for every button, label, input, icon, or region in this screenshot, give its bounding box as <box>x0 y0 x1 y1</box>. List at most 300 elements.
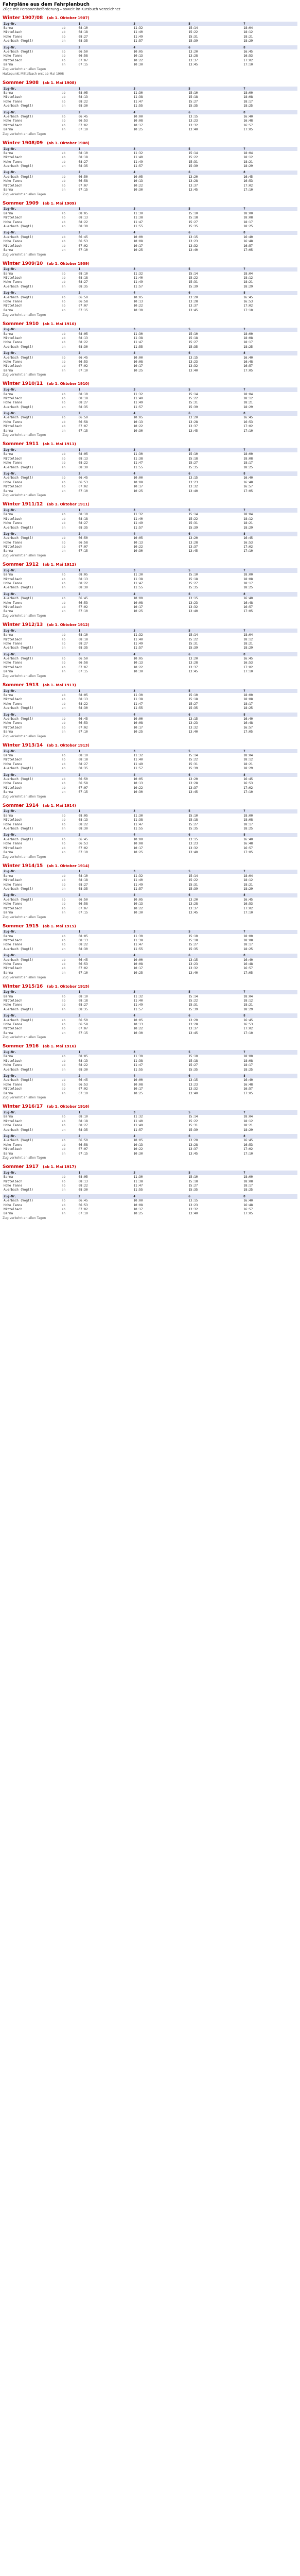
time-cell: 15:35 <box>188 706 198 710</box>
train-number: 1 <box>78 1171 133 1175</box>
station-name: Barma <box>4 452 13 456</box>
train-number: 1 <box>78 689 133 693</box>
time-cell: 18:12 <box>243 1119 253 1123</box>
section-heading <box>3 80 297 86</box>
time-cell: 08:13 <box>78 939 88 943</box>
train-number-row <box>3 291 297 295</box>
train-number-row <box>3 45 297 49</box>
train-number-row <box>3 568 297 572</box>
time-cell: 06:50 <box>78 897 88 902</box>
timetable-section <box>3 562 297 618</box>
station-name: Auerbach (Vogtl) <box>4 837 33 841</box>
time-cell: 10:25 <box>133 1212 143 1216</box>
table-row <box>3 224 297 228</box>
time-cell: 16:48 <box>243 601 253 605</box>
train-number-row <box>3 448 297 452</box>
train-number: 5 <box>187 1050 242 1054</box>
time-cell: 10:05 <box>133 536 143 540</box>
station-name: Barma <box>4 549 13 553</box>
section-title: Winter 1913/14 <box>3 742 43 748</box>
arr-dep-marker: ab <box>61 540 66 545</box>
table-row <box>3 484 297 488</box>
timetable-table <box>3 22 297 67</box>
time-cell: 06:58 <box>78 54 88 58</box>
arr-dep-marker: ab <box>61 762 66 766</box>
time-cell: 08:10 <box>78 151 88 155</box>
table-row <box>3 1115 297 1119</box>
train-number: 5 <box>187 147 242 151</box>
train-number: 6 <box>187 833 242 837</box>
time-cell: 16:40 <box>243 597 253 601</box>
train-number: 5 <box>187 629 242 633</box>
station-name: Hohe Tanne <box>4 1082 23 1087</box>
station-name: Barma <box>4 633 13 637</box>
time-cell: 15:35 <box>188 224 198 228</box>
arr-dep-marker: ab <box>61 753 66 757</box>
station-name: Hohe Tanne <box>4 702 23 706</box>
time-cell: 13:20 <box>188 175 198 179</box>
arr-dep-marker: an <box>61 489 66 493</box>
section-title: Sommer 1911 <box>3 442 39 447</box>
train-number: 6 <box>187 713 242 717</box>
time-cell: 08:35 <box>78 887 88 891</box>
row-label: Zug-Nr. <box>3 291 61 295</box>
timetable-section <box>3 743 297 799</box>
station-name: Barma <box>4 392 13 396</box>
time-cell: 16:45 <box>243 1139 253 1143</box>
train-number: 4 <box>132 652 187 656</box>
train-number: 3 <box>132 147 187 151</box>
time-cell: 16:45 <box>243 295 253 299</box>
train-number: 8 <box>242 592 297 596</box>
time-cell: 15:22 <box>188 276 198 280</box>
time-cell: 08:27 <box>78 280 88 284</box>
arr-dep-marker: an <box>61 284 66 289</box>
time-cell: 11:40 <box>133 1119 143 1123</box>
station-name: Barma <box>4 248 13 252</box>
time-cell: 08:35 <box>78 284 88 289</box>
time-cell: 07:02 <box>78 1208 88 1212</box>
table-row <box>3 1007 297 1011</box>
station-name: Auerbach (Vogtl) <box>4 284 33 289</box>
time-cell: 15:31 <box>188 762 198 766</box>
train-number: 1 <box>78 147 133 151</box>
arr-dep-marker <box>61 87 78 91</box>
time-cell: 18:29 <box>243 767 253 771</box>
station-name: Auerbach (Vogtl) <box>4 114 33 118</box>
station-name: Mittelbach <box>4 967 23 971</box>
station-name: Hohe Tanne <box>4 341 23 345</box>
station-name: Mittelbach <box>4 758 23 762</box>
time-cell: 13:45 <box>188 1031 198 1035</box>
arr-dep-marker: an <box>61 1212 66 1216</box>
station-name: Barma <box>4 332 13 336</box>
section-heading <box>3 1164 297 1170</box>
time-cell: 18:21 <box>243 1124 253 1128</box>
table-row <box>3 1031 297 1035</box>
table-row <box>3 1199 297 1203</box>
time-cell: 11:49 <box>133 401 143 405</box>
arr-dep-marker: ab <box>61 782 66 786</box>
table-row <box>3 39 297 43</box>
time-cell: 11:55 <box>133 947 143 951</box>
train-number: 5 <box>187 207 242 211</box>
arr-dep-marker: ab <box>61 657 66 661</box>
train-number: 5 <box>187 930 242 934</box>
arr-dep-marker <box>61 471 78 476</box>
time-cell: 10:13 <box>133 902 143 906</box>
time-cell: 18:21 <box>243 883 253 887</box>
time-cell: 10:05 <box>133 295 143 299</box>
time-cell: 18:29 <box>243 646 253 650</box>
timetable-table <box>3 990 297 1036</box>
arr-dep-marker: ab <box>61 211 66 215</box>
section-title: Winter 1911/12 <box>3 502 43 507</box>
table-row <box>3 336 297 340</box>
timetable-section <box>3 622 297 679</box>
time-cell: 11:40 <box>133 998 143 1003</box>
row-label: Zug-Nr. <box>3 629 61 633</box>
station-name: Hohe Tanne <box>4 883 23 887</box>
time-cell: 10:22 <box>133 906 143 910</box>
train-number: 5 <box>187 87 242 91</box>
station-name: Mittelbach <box>4 123 23 127</box>
time-cell: 11:47 <box>133 99 143 104</box>
time-cell: 10:13 <box>133 540 143 545</box>
row-label: Zug-Nr. <box>3 22 61 26</box>
arr-dep-marker: ab <box>61 818 66 822</box>
time-cell: 13:37 <box>188 1027 198 1031</box>
table-row <box>3 368 297 372</box>
arr-dep-marker: ab <box>61 837 66 841</box>
time-cell: 06:45 <box>78 1199 88 1203</box>
time-cell: 13:37 <box>188 665 198 669</box>
timetable-section <box>3 1164 297 1221</box>
station-name: Barma <box>4 489 13 493</box>
row-label: Zug-Nr. <box>3 171 61 175</box>
table-row <box>3 299 297 303</box>
arr-dep-marker <box>61 1074 78 1078</box>
train-number: 4 <box>132 471 187 476</box>
table-row <box>3 1027 297 1031</box>
time-cell: 06:58 <box>78 179 88 183</box>
station-name: Hohe Tanne <box>4 721 23 725</box>
train-number: 7 <box>242 267 297 272</box>
arr-dep-marker: an <box>61 767 66 771</box>
time-cell: 15:18 <box>188 336 198 340</box>
table-row <box>3 609 297 614</box>
train-number: 6 <box>187 471 242 476</box>
section-note: Zug verkehrt an allen Tagen <box>3 67 46 71</box>
train-number: 2 <box>78 45 133 49</box>
table-row <box>3 1022 297 1026</box>
time-cell: 08:13 <box>78 698 88 702</box>
table-row <box>3 725 297 730</box>
arr-dep-marker: ab <box>61 758 66 762</box>
arr-dep-marker: ab <box>61 842 66 846</box>
section-heading <box>3 562 297 567</box>
time-cell: 08:30 <box>78 1188 88 1192</box>
arr-dep-marker <box>61 1013 78 1018</box>
arr-dep-marker: ab <box>61 702 66 706</box>
station-name: Auerbach (Vogtl) <box>4 235 33 239</box>
timetable-section <box>3 1104 297 1160</box>
time-cell: 13:40 <box>188 248 198 252</box>
table-row <box>3 601 297 605</box>
time-cell: 18:08 <box>243 456 253 461</box>
train-number: 6 <box>187 351 242 355</box>
time-cell: 18:29 <box>243 1128 253 1132</box>
time-cell: 06:50 <box>78 50 88 54</box>
train-number: 8 <box>242 954 297 958</box>
time-cell: 10:17 <box>133 1208 143 1212</box>
time-cell: 10:30 <box>133 670 143 674</box>
arr-dep-marker: ab <box>61 1059 66 1063</box>
time-cell: 18:21 <box>243 401 253 405</box>
station-name: Mittelbach <box>4 698 23 702</box>
time-cell: 10:25 <box>133 128 143 132</box>
station-name: Auerbach (Vogtl) <box>4 1199 33 1203</box>
table-row <box>3 364 297 368</box>
station-name: Hohe Tanne <box>4 1022 23 1026</box>
arr-dep-marker <box>61 267 78 272</box>
train-number: 6 <box>187 45 242 49</box>
time-cell: 13:45 <box>188 188 198 192</box>
time-cell: 08:10 <box>78 753 88 757</box>
time-cell: 10:00 <box>133 476 143 480</box>
arr-dep-marker <box>61 147 78 151</box>
timetable-sections <box>3 15 297 1221</box>
time-cell: 13:40 <box>188 971 198 975</box>
arr-dep-marker: ab <box>61 425 66 429</box>
arr-dep-marker: ab <box>61 1175 66 1179</box>
arr-dep-marker: ab <box>61 1063 66 1067</box>
section-title: Winter 1912/13 <box>3 622 43 628</box>
train-number: 2 <box>78 592 133 596</box>
station-name: Hohe Tanne <box>4 641 23 646</box>
time-cell: 13:20 <box>188 416 198 420</box>
table-row <box>3 1078 297 1082</box>
arr-dep-marker: an <box>61 248 66 252</box>
train-number: 7 <box>242 147 297 151</box>
station-name: Barma <box>4 272 13 276</box>
train-number: 2 <box>78 411 133 415</box>
arr-dep-marker: ab <box>61 717 66 721</box>
station-name: Auerbach (Vogtl) <box>4 104 33 108</box>
arr-dep-marker <box>61 893 78 897</box>
time-cell: 11:38 <box>133 698 143 702</box>
section-heading <box>3 15 297 21</box>
arr-dep-marker <box>61 351 78 355</box>
table-row <box>3 1003 297 1007</box>
time-cell: 16:45 <box>243 1018 253 1022</box>
train-number: 2 <box>78 954 133 958</box>
train-number: 1 <box>78 387 133 392</box>
time-cell: 13:23 <box>188 480 198 484</box>
time-cell: 07:07 <box>78 665 88 669</box>
time-cell: 15:35 <box>188 104 198 108</box>
station-name: Auerbach (Vogtl) <box>4 345 33 349</box>
station-name: Auerbach (Vogtl) <box>4 224 33 228</box>
section-title: Winter 1907/08 <box>3 15 43 21</box>
time-cell: 18:04 <box>243 272 253 276</box>
time-cell: 15:39 <box>188 767 198 771</box>
time-cell: 10:13 <box>133 54 143 58</box>
time-cell: 11:30 <box>133 452 143 456</box>
time-cell: 18:17 <box>243 461 253 465</box>
station-name: Hohe Tanne <box>4 782 23 786</box>
time-cell: 10:13 <box>133 420 143 424</box>
time-cell: 13:15 <box>188 1078 198 1082</box>
table-row <box>3 878 297 882</box>
train-number: 4 <box>132 231 187 235</box>
time-cell: 08:22 <box>78 822 88 826</box>
table-row <box>3 160 297 164</box>
time-cell: 08:35 <box>78 1007 88 1011</box>
section-validity: (ab 1. Mai 1914) <box>43 803 76 808</box>
time-cell: 18:12 <box>243 30 253 35</box>
arr-dep-marker: ab <box>61 517 66 521</box>
time-cell: 10:17 <box>133 605 143 609</box>
row-label: Zug-Nr. <box>3 1134 61 1138</box>
time-cell: 18:21 <box>243 762 253 766</box>
time-cell: 10:25 <box>133 609 143 614</box>
train-number: 8 <box>242 110 297 114</box>
table-row <box>3 49 297 54</box>
station-name: Auerbach (Vogtl) <box>4 657 33 661</box>
time-cell: 07:10 <box>78 489 88 493</box>
train-number: 5 <box>187 568 242 572</box>
table-row <box>3 513 297 517</box>
time-cell: 15:10 <box>188 934 198 938</box>
time-cell: 10:17 <box>133 364 143 368</box>
station-name: Hohe Tanne <box>4 822 23 826</box>
arr-dep-marker: ab <box>61 1082 66 1087</box>
train-number-row <box>3 773 297 777</box>
station-name: Mittelbach <box>4 456 23 461</box>
time-cell: 11:55 <box>133 345 143 349</box>
station-name: Hohe Tanne <box>4 360 23 364</box>
station-name: Barma <box>4 1091 13 1095</box>
train-number: 2 <box>78 231 133 235</box>
time-cell: 15:10 <box>188 814 198 818</box>
time-cell: 10:05 <box>133 1139 143 1143</box>
time-cell: 08:18 <box>78 276 88 280</box>
train-number: 4 <box>132 713 187 717</box>
time-cell: 16:48 <box>243 962 253 967</box>
time-cell: 18:25 <box>243 224 253 228</box>
train-number: 6 <box>187 773 242 777</box>
row-label: Zug-Nr. <box>3 652 61 656</box>
timetable-section <box>3 924 297 980</box>
time-cell: 10:30 <box>133 1031 143 1035</box>
arr-dep-marker: ab <box>61 1179 66 1183</box>
arr-dep-marker: ab <box>61 300 66 304</box>
train-number: 3 <box>132 328 187 332</box>
arr-dep-marker: ab <box>61 456 66 461</box>
train-number: 1 <box>78 990 133 994</box>
time-cell: 18:17 <box>243 582 253 586</box>
station-name: Hohe Tanne <box>4 220 23 224</box>
table-row <box>3 1203 297 1207</box>
table-row <box>3 837 297 841</box>
station-name: Mittelbach <box>4 665 23 669</box>
table-row <box>3 416 297 420</box>
arr-dep-marker: ab <box>61 332 66 336</box>
time-cell: 10:00 <box>133 235 143 239</box>
section-note: Zug verkehrt an allen Tagen <box>3 1036 46 1040</box>
arr-dep-marker: ab <box>61 480 66 484</box>
arr-dep-marker: an <box>61 526 66 530</box>
time-cell: 18:00 <box>243 1175 253 1179</box>
time-cell: 16:57 <box>243 1208 253 1212</box>
time-cell: 13:45 <box>188 1151 198 1156</box>
time-cell: 13:23 <box>188 1082 198 1087</box>
train-number: 1 <box>78 328 133 332</box>
time-cell: 17:05 <box>243 1091 253 1095</box>
time-cell: 10:25 <box>133 368 143 372</box>
train-number: 7 <box>242 870 297 874</box>
time-cell: 13:28 <box>188 1143 198 1147</box>
timetable-section <box>3 321 297 378</box>
train-number-row <box>3 652 297 656</box>
table-row <box>3 693 297 697</box>
station-name: Mittelbach <box>4 425 23 429</box>
table-row <box>3 842 297 846</box>
station-name: Mittelbach <box>4 1119 23 1123</box>
table-row <box>3 897 297 902</box>
train-number: 6 <box>187 652 242 656</box>
train-number-row <box>3 833 297 837</box>
train-number-row <box>3 1074 297 1078</box>
timetable-table <box>3 930 297 975</box>
time-cell: 18:04 <box>243 151 253 155</box>
time-cell: 15:31 <box>188 280 198 284</box>
table-row <box>3 721 297 725</box>
time-cell: 08:05 <box>78 91 88 95</box>
time-cell: 15:39 <box>188 1128 198 1132</box>
time-cell: 15:14 <box>188 874 198 878</box>
table-row <box>3 175 297 179</box>
arr-dep-marker: an <box>61 586 66 590</box>
row-label: Zug-Nr. <box>3 749 61 753</box>
station-name: Auerbach (Vogtl) <box>4 1128 33 1132</box>
time-cell: 08:18 <box>78 156 88 160</box>
time-cell: 18:29 <box>243 526 253 530</box>
time-cell: 17:10 <box>243 670 253 674</box>
time-cell: 10:00 <box>133 355 143 360</box>
time-cell: 11:30 <box>133 573 143 577</box>
table-row <box>3 164 297 168</box>
arr-dep-marker: ab <box>61 123 66 127</box>
time-cell: 15:39 <box>188 405 198 409</box>
table-row <box>3 456 297 461</box>
station-name: Hohe Tanne <box>4 300 23 304</box>
time-cell: 11:57 <box>133 39 143 43</box>
train-number: 8 <box>242 1194 297 1198</box>
table-row <box>3 211 297 215</box>
station-name: Mittelbach <box>4 244 23 248</box>
arr-dep-marker: ab <box>61 1203 66 1207</box>
train-number-row <box>3 171 297 175</box>
table-row <box>3 1123 297 1127</box>
station-name: Barma <box>4 128 13 132</box>
time-cell: 10:05 <box>133 657 143 661</box>
train-number: 5 <box>187 749 242 753</box>
time-cell: 18:12 <box>243 878 253 883</box>
station-name: Mittelbach <box>4 156 23 160</box>
time-cell: 11:32 <box>133 272 143 276</box>
